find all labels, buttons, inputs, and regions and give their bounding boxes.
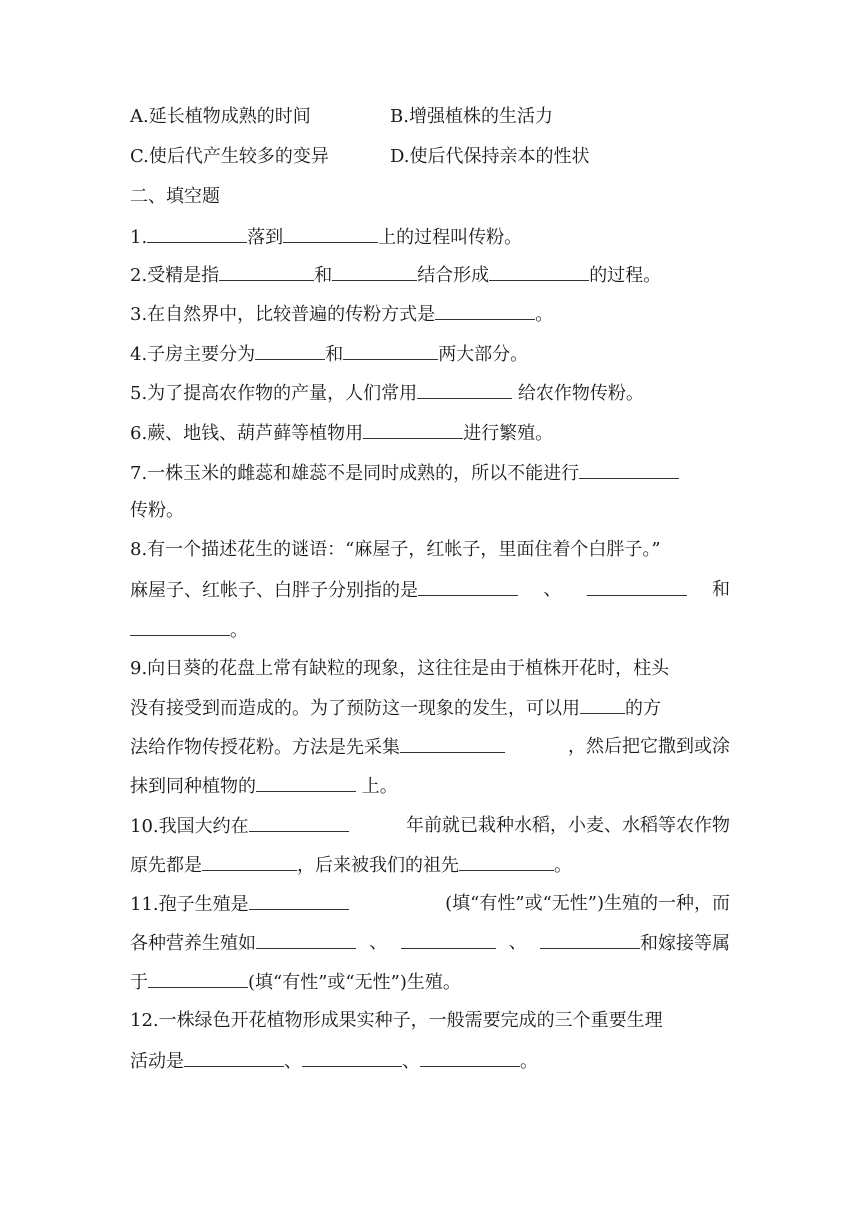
q1-num: 1.: [130, 227, 148, 248]
q9-text-2b: 的方: [625, 698, 661, 719]
answer-blank[interactable]: [420, 1048, 520, 1067]
question-9-line-2: [130, 695, 661, 722]
question-2: [130, 262, 661, 289]
question-10-line-2: [130, 852, 572, 879]
q10-text-1b: 年前就已栽种水稻，小麦、水稻等农作物: [406, 815, 730, 836]
question-9-line-4: [130, 773, 398, 800]
question-4: [130, 341, 528, 368]
q9-text-3a: 法给作物传授花粉。方法是先采集: [130, 737, 400, 758]
answer-blank[interactable]: [332, 262, 417, 281]
q4-text-1: 和: [325, 344, 344, 365]
option-d: D.使后代保持亲本的性状: [390, 146, 590, 167]
q8-end: 。: [230, 620, 248, 641]
question-12-line-1: 12.一株绿色开花植物形成果实种子，一般需要完成的三个重要生理: [130, 1010, 663, 1031]
q2-num: 2.受精是指: [130, 265, 220, 286]
q11-text-1b: (填“有性”或“无性”)生殖的一种，而: [445, 893, 730, 914]
answer-blank[interactable]: [459, 852, 554, 871]
answer-blank[interactable]: [249, 813, 349, 832]
question-9-line-3: [130, 734, 730, 761]
q6-num: 6.蕨、地钱、葫芦藓等植物用: [130, 423, 364, 444]
question-5: [130, 380, 644, 407]
q11-text-2b: 和嫁接等属: [640, 933, 730, 954]
question-9-line-1: 9.向日葵的花盘上常有缺粒的现象，这往往是由于植株开花时，柱头: [130, 658, 670, 679]
answer-blank[interactable]: [255, 341, 325, 360]
q1-text-1: 落到: [247, 227, 284, 248]
q10-text-1a: 10.我国大约在: [130, 816, 249, 837]
q12-sep: 、: [402, 1051, 420, 1072]
q10-text-2a: 原先都是: [130, 855, 202, 876]
question-8-line-2: [130, 577, 730, 604]
q4-num: 4.子房主要分为: [130, 344, 256, 365]
answer-blank[interactable]: [202, 852, 297, 871]
q8-sep: 、: [543, 579, 562, 600]
answer-blank[interactable]: [489, 262, 589, 281]
question-11-line-1: [130, 891, 730, 918]
option-a: A.延长植物成熟的时间: [130, 106, 311, 127]
question-3: [130, 301, 553, 328]
q2-text-1: 和: [314, 265, 333, 286]
answer-blank[interactable]: [580, 695, 625, 714]
question-7-line-2: 传粉。: [130, 500, 184, 521]
q2-text-3: 的过程。: [589, 265, 662, 286]
answer-blank[interactable]: [587, 577, 687, 596]
q9-text-4b: 上。: [356, 776, 398, 797]
answer-blank[interactable]: [249, 891, 349, 910]
answer-blank[interactable]: [184, 1048, 284, 1067]
q5-text-1: 给农作物传粉。: [512, 383, 644, 404]
q11-sep: 、: [508, 932, 527, 953]
q11-sep: 、: [369, 932, 388, 953]
question-11-line-3: [130, 969, 461, 996]
q4-text-2: 两大部分。: [438, 344, 529, 365]
section-title: 二、填空题: [130, 186, 220, 207]
q8-and: 和: [711, 579, 730, 600]
answer-blank[interactable]: [418, 577, 518, 596]
q2-text-2: 结合形成: [417, 265, 490, 286]
question-8-line-3: [130, 617, 248, 644]
answer-blank[interactable]: [417, 380, 512, 399]
question-11-line-2: [130, 930, 730, 957]
answer-blank[interactable]: [148, 969, 248, 988]
q3-num: 3.在自然界中，比较普遍的传粉方式是: [130, 304, 436, 325]
option-c: C.使后代产生较多的变异: [130, 146, 329, 167]
q10-text-2b: ，后来被我们的祖先: [297, 855, 459, 876]
q9-text-2a: 没有接受到而造成的。为了预防这一现象的发生，可以用: [130, 698, 580, 719]
answer-blank[interactable]: [256, 773, 356, 792]
question-10-line-1: [130, 813, 730, 840]
q9-text-4a: 抹到同种植物的: [130, 776, 256, 797]
question-8-line-1: 8.有一个描述花生的谜语：“麻屋子，红帐子，里面住着个白胖子。”: [130, 539, 661, 560]
question-7-line-1: [130, 460, 679, 487]
q11-text-3a: 于: [130, 972, 148, 993]
q3-text-1: 。: [535, 304, 554, 325]
q9-text-3b: ，然后把它撒到或涂: [568, 736, 730, 757]
answer-blank[interactable]: [283, 224, 378, 243]
answer-blank[interactable]: [400, 734, 505, 753]
q1-text-2: 上的过程叫传粉。: [378, 227, 523, 248]
answer-blank[interactable]: [540, 930, 640, 949]
answer-blank[interactable]: [579, 460, 679, 479]
answer-blank[interactable]: [219, 262, 314, 281]
q12-text-2a: 活动是: [130, 1051, 184, 1072]
q12-sep: 、: [284, 1051, 302, 1072]
answer-blank[interactable]: [256, 930, 356, 949]
answer-blank[interactable]: [401, 930, 496, 949]
q8-text-1: 麻屋子、红帐子、白胖子分别指的是: [130, 580, 418, 601]
question-1: [130, 224, 522, 251]
answer-blank[interactable]: [130, 617, 230, 636]
question-12-line-2: [130, 1048, 538, 1075]
q11-text-3b: (填“有性”或“无性”)生殖。: [248, 972, 461, 993]
question-6: [130, 420, 553, 447]
answer-blank[interactable]: [363, 420, 463, 439]
option-b: B.增强植株的生活力: [390, 106, 553, 127]
q12-end: 。: [520, 1051, 538, 1072]
q5-num: 5.为了提高农作物的产量，人们常用: [130, 383, 418, 404]
q10-text-2c: 。: [554, 855, 572, 876]
answer-blank[interactable]: [343, 341, 438, 360]
q7-text-1: 7.一株玉米的雌蕊和雄蕊不是同时成熟的，所以不能进行: [130, 463, 580, 484]
answer-blank[interactable]: [147, 224, 247, 243]
answer-blank[interactable]: [302, 1048, 402, 1067]
q11-text-1a: 11.孢子生殖是: [130, 894, 249, 915]
q6-text-1: 进行繁殖。: [463, 423, 554, 444]
q11-text-2a: 各种营养生殖如: [130, 933, 256, 954]
answer-blank[interactable]: [435, 301, 535, 320]
